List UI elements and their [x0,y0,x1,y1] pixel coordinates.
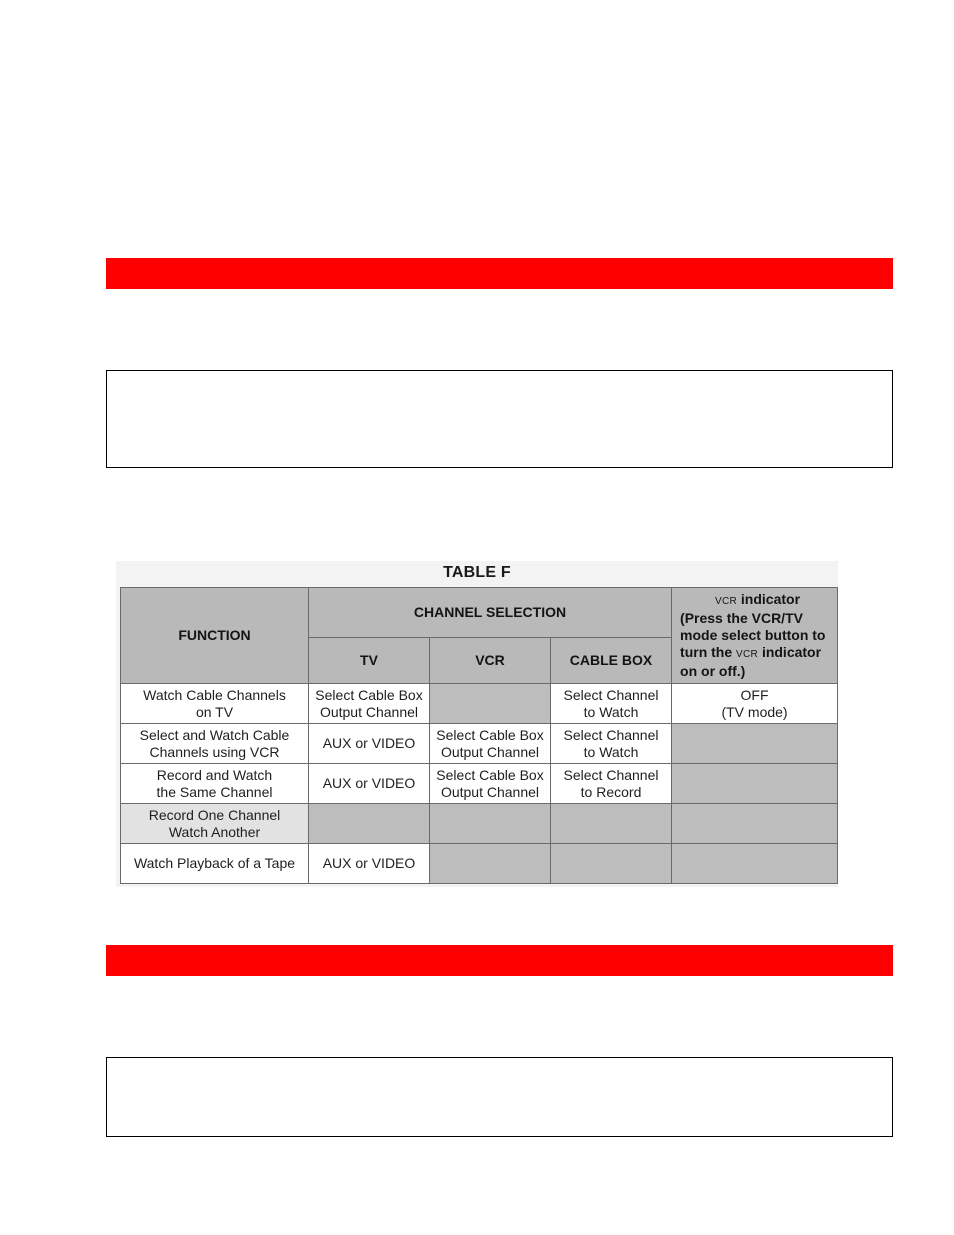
indicator-cell [672,844,838,884]
table-row [121,804,838,844]
table-header-row-1 [121,588,838,638]
cable-box-cell [551,804,672,844]
function-cell: Record One Channel Watch Another [121,804,309,844]
table-row [121,844,838,884]
tv-cell: AUX or VIDEO [309,724,430,764]
cable-box-cell [551,844,672,884]
table-title: TABLE F [443,564,511,581]
section-header-bar-2 [106,945,893,976]
section-header-bar-1 [106,258,893,289]
function-cell: Watch Cable Channels on TV [121,684,309,724]
tv-cell: AUX or VIDEO [309,844,430,884]
tv-cell: AUX or VIDEO [309,764,430,804]
header-channel-selection: CHANNEL SELECTION [309,588,672,638]
function-cell: Select and Watch Cable Channels using VCR [121,724,309,764]
table-row [121,764,838,804]
vcr-cell [430,844,551,884]
header-indicator: VCR indicator (Press the VCR/TV mode select button to turn the VCR indicator on or off.) [672,588,838,684]
header-tv: TV [309,638,430,684]
indicator-cell [672,724,838,764]
cable-box-cell: Select Channel to Watch [551,724,672,764]
header-vcr: VCR [430,638,551,684]
vcr-cell [430,804,551,844]
note-box-1 [106,370,893,468]
header-function: FUNCTION [121,588,309,684]
channel-selection-table [120,587,838,884]
table-f-scan [116,561,838,887]
indicator-cell [672,804,838,844]
table-row [121,684,838,724]
vcr-cell: Select Cable Box Output Channel [430,764,551,804]
tv-cell: Select Cable Box Output Channel [309,684,430,724]
vcr-cell: Select Cable Box Output Channel [430,724,551,764]
function-cell: Watch Playback of a Tape [121,844,309,884]
tv-cell [309,804,430,844]
note-box-2 [106,1057,893,1137]
indicator-cell: OFF (TV mode) [672,684,838,724]
table-row [121,724,838,764]
cable-box-cell: Select Channel to Record [551,764,672,804]
function-cell: Record and Watch the Same Channel [121,764,309,804]
header-cable-box: CABLE BOX [551,638,672,684]
cable-box-cell: Select Channel to Watch [551,684,672,724]
vcr-indicator-label: VCR [715,596,738,607]
vcr-cell [430,684,551,724]
indicator-cell [672,764,838,804]
